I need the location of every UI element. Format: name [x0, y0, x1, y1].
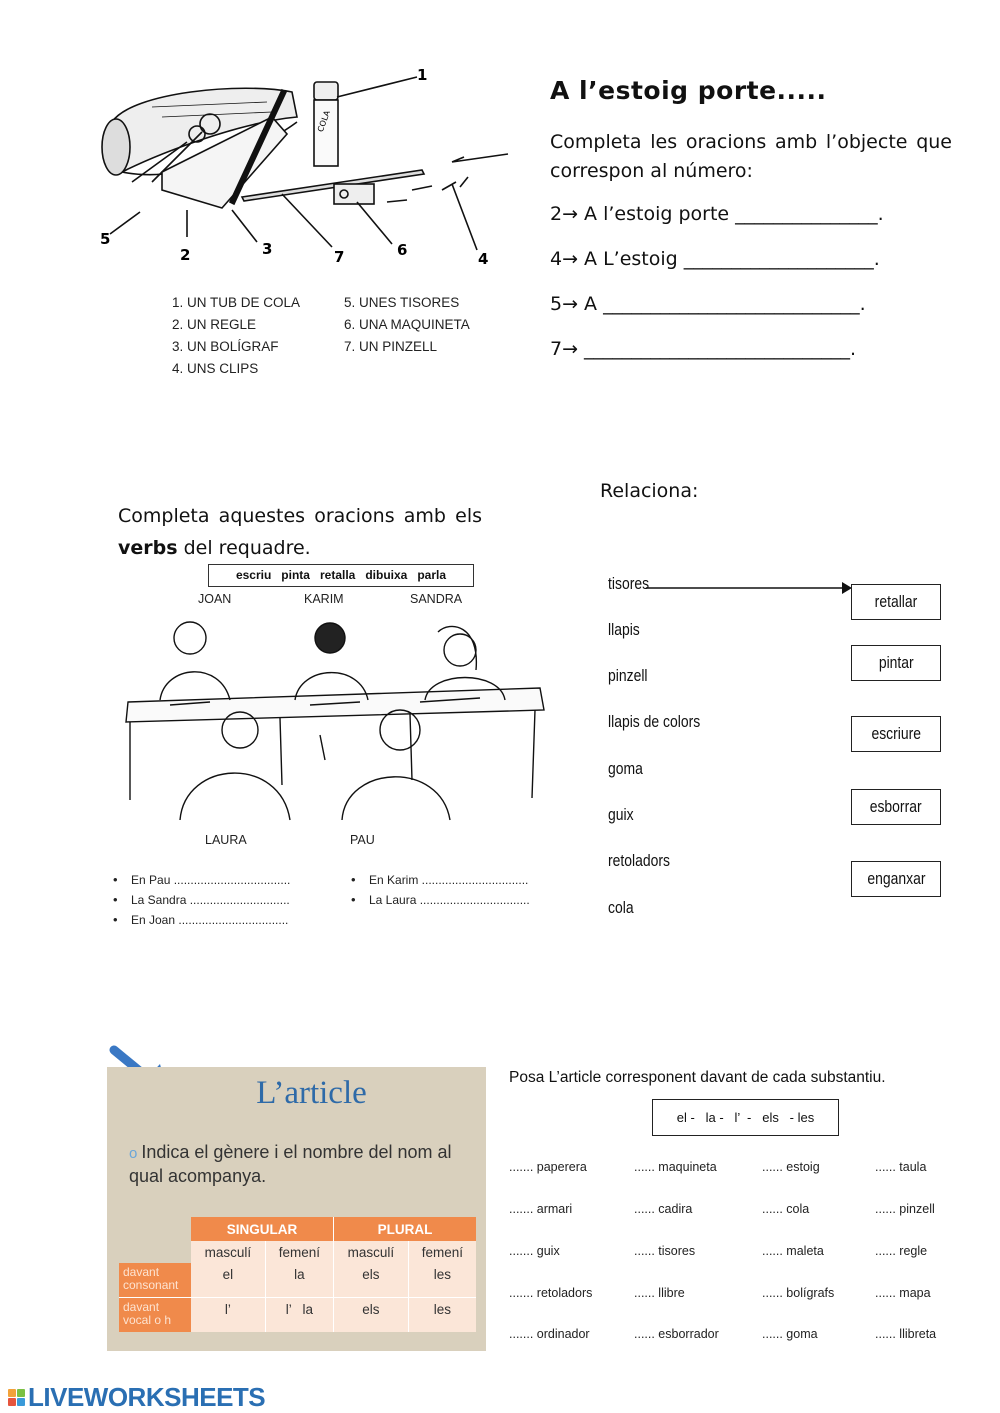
example-arrow — [646, 580, 856, 596]
verbs-box: escriu pinta retalla dibuixa parla — [208, 564, 474, 587]
article-description — [129, 1141, 474, 1188]
table-cell: els — [334, 1263, 409, 1298]
sentence-item[interactable]: • En Pau ................................... — [131, 873, 290, 893]
noun-item[interactable]: ...... llibre — [634, 1286, 685, 1300]
table-corner — [119, 1241, 191, 1263]
relate-verb: escriure — [871, 724, 921, 743]
table-cell: les — [408, 1298, 476, 1333]
relate-verb: retallar — [874, 592, 918, 611]
relate-verb-box[interactable] — [851, 861, 941, 897]
relate-word-text: llapis — [608, 620, 640, 639]
relate-verb-box[interactable] — [851, 584, 941, 620]
table-cell: les — [408, 1263, 476, 1298]
table-cell: els — [334, 1298, 409, 1333]
num-label: 5 — [100, 230, 111, 248]
relate-word[interactable] — [608, 712, 720, 732]
relate-word-text: goma — [608, 759, 643, 778]
fill-line-5[interactable]: 5→ A ___________________________. — [550, 293, 866, 315]
sentence-item[interactable]: • La Laura ................................. — [369, 893, 530, 913]
fill-line-4[interactable]: 4→ A L’estoig ____________________. — [550, 248, 880, 270]
relate-word[interactable] — [608, 851, 684, 871]
noun-item[interactable]: ...... esborrador — [634, 1327, 719, 1341]
table-subheader: masculí — [191, 1241, 265, 1263]
relate-word[interactable] — [608, 759, 651, 779]
legend-item: 5. UNES TISORES — [344, 295, 460, 310]
legend-right — [344, 292, 470, 358]
instruction-part: del requadre. — [183, 537, 311, 559]
num-label: 3 — [262, 240, 273, 258]
noun-item[interactable]: ...... maleta — [762, 1244, 824, 1258]
instruction-bold: verbs — [118, 537, 178, 559]
instruction-text: Completa les oracions amb l’objecte que correspon al número: — [550, 131, 952, 182]
fill-line-7[interactable]: 7→ ____________________________. — [550, 338, 857, 360]
relate-word-text: pinzell — [608, 666, 648, 685]
num-label: 2 — [180, 246, 191, 264]
sentence-item[interactable]: • La Sandra .............................. — [131, 893, 290, 913]
noun-item[interactable]: ...... cadira — [634, 1202, 693, 1216]
legend-item: 4. UNS CLIPS — [172, 361, 259, 376]
num-label: 1 — [417, 66, 428, 84]
noun-item[interactable]: ...... bolígrafs — [762, 1286, 835, 1300]
posa-instruction: Posa L’article corresponent davant de cada substantiu. — [509, 1069, 886, 1086]
relate-verb: enganxar — [866, 869, 926, 888]
relate-word-text: cola — [608, 898, 634, 917]
articles-box — [652, 1099, 839, 1136]
legend-left — [172, 292, 300, 380]
articles-text: el - la - l’ - els - les — [676, 1110, 815, 1125]
table-header: SINGULAR — [191, 1217, 334, 1241]
relate-word-text: retoladors — [608, 851, 670, 870]
table-row-header: davant vocal o h — [119, 1298, 191, 1333]
relate-word-text: llapis de colors — [608, 712, 701, 731]
bullet-icon: o — [129, 1145, 138, 1162]
kid-name-laura: LAURA — [205, 833, 247, 847]
legend-item: 7. UN PINZELL — [344, 339, 438, 354]
relate-word[interactable] — [608, 898, 639, 918]
relate-verb-box[interactable] — [851, 645, 941, 681]
kid-name-pau: PAU — [350, 833, 375, 847]
table-subheader: masculí — [334, 1241, 409, 1263]
relate-word-text: guix — [608, 805, 634, 824]
relaciona-title: Relaciona: — [600, 480, 699, 502]
relate-verb-box[interactable] — [851, 716, 941, 752]
legend-item: 2. UN REGLE — [172, 317, 257, 332]
classroom-illustration — [120, 610, 550, 835]
brand-logo[interactable] — [8, 1382, 265, 1413]
noun-item[interactable]: ....... guix — [509, 1244, 560, 1258]
glue-label: COLA — [315, 109, 332, 134]
table-subheader: femení — [408, 1241, 476, 1263]
noun-item[interactable]: ...... estoig — [762, 1160, 820, 1174]
relate-verb: esborrar — [870, 797, 922, 816]
table-cell: el — [191, 1263, 265, 1298]
relate-word[interactable] — [608, 666, 656, 686]
verbs-instruction — [118, 500, 482, 564]
table-header: PLURAL — [334, 1217, 477, 1241]
noun-item[interactable]: ....... retoladors — [509, 1286, 593, 1300]
legend-item: 6. UNA MAQUINETA — [344, 317, 470, 332]
noun-item[interactable]: ...... regle — [875, 1244, 928, 1258]
table-subheader: femení — [265, 1241, 333, 1263]
noun-item[interactable]: ...... taula — [875, 1160, 927, 1174]
noun-item[interactable]: ...... cola — [762, 1202, 810, 1216]
noun-item[interactable]: ...... tisores — [634, 1244, 696, 1258]
noun-item[interactable]: ...... pinzell — [875, 1202, 935, 1216]
sentence-item[interactable]: • En Joan ................................. — [131, 913, 290, 933]
noun-item[interactable]: ....... armari — [509, 1202, 573, 1216]
relate-word[interactable] — [608, 620, 647, 640]
table-corner — [119, 1217, 191, 1241]
relate-verb: pintar — [878, 653, 914, 672]
sentence-item[interactable]: • En Karim ................................ — [369, 873, 530, 893]
fill-line-2[interactable]: 2→ A l’estoig porte _______________. — [550, 203, 884, 225]
table-cell: l’ la — [265, 1298, 333, 1333]
kid-name-karim: KARIM — [304, 592, 344, 606]
table-row-header: davant consonant — [119, 1263, 191, 1298]
logo-icon — [8, 1389, 25, 1406]
sentences-right — [369, 873, 530, 913]
num-label: 4 — [478, 250, 489, 268]
kid-name-joan: JOAN — [198, 592, 232, 606]
noun-item[interactable]: ....... paperera — [509, 1160, 587, 1174]
brand-name: LIVEWORKSHEETS — [28, 1382, 266, 1412]
instruction-part: Completa aquestes oracions amb els — [118, 505, 482, 527]
article-title: L’article — [256, 1075, 367, 1111]
article-table — [119, 1217, 476, 1332]
noun-item[interactable]: ....... ordinador — [509, 1327, 590, 1341]
pencil-case-illustration — [92, 62, 512, 272]
sentences-left — [131, 873, 290, 933]
relate-verb-box[interactable] — [851, 789, 941, 825]
noun-item[interactable]: ...... llibreta — [875, 1327, 937, 1341]
legend-item: 3. UN BOLÍGRAF — [172, 339, 279, 354]
num-label: 6 — [397, 241, 408, 259]
num-label: 7 — [334, 248, 345, 266]
relate-word[interactable] — [608, 805, 639, 825]
kid-name-sandra: SANDRA — [410, 592, 463, 606]
relate-word-text: tisores — [608, 574, 650, 593]
article-description-text: Indica el gènere i el nombre del nom al qual acompanya. — [129, 1142, 452, 1186]
table-cell: la — [265, 1263, 333, 1298]
noun-item[interactable]: ...... mapa — [875, 1286, 931, 1300]
page-title: A l’estoig porte..... — [550, 76, 827, 105]
table-cell: l’ — [191, 1298, 265, 1333]
article-card — [107, 1067, 486, 1351]
legend-item: 1. UN TUB DE COLA — [172, 295, 301, 310]
noun-item[interactable]: ...... maquineta — [634, 1160, 717, 1174]
noun-item[interactable]: ...... goma — [762, 1327, 818, 1341]
